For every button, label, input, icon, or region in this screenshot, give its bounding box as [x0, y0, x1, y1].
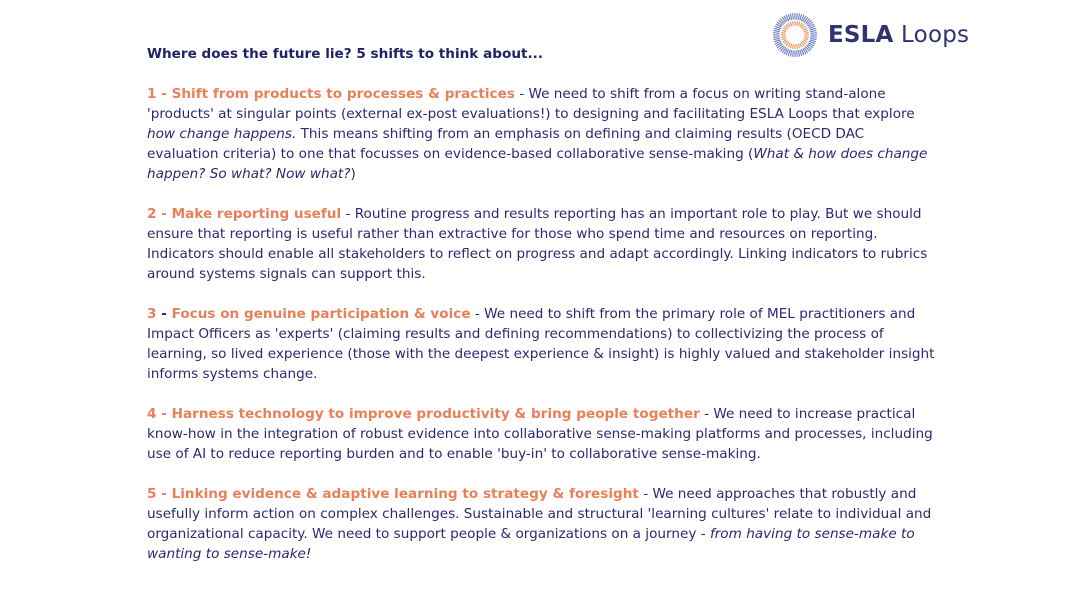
shift-emphasis: how change happens. — [147, 126, 297, 142]
shift-body: - We need approaches that robustly and usefully inform action on complex challenges. Sustainable and structural 'learning cultures' relate to individual and organizational capacity. We need to support people & organizations on a journey - — [147, 486, 932, 542]
logo-brand-light: Loops — [893, 22, 970, 48]
logo-tick — [797, 13, 798, 19]
shift-separator: - — [156, 306, 172, 322]
shift-number: 5 — [147, 486, 157, 502]
shift-number: 2 — [147, 206, 157, 222]
logo-tick — [804, 30, 808, 32]
shift-title: Make reporting useful — [171, 206, 342, 222]
logo-tick — [810, 38, 816, 39]
shift-number: 4 — [147, 406, 157, 422]
shift-separator: - — [156, 86, 172, 102]
logo-tick — [810, 37, 816, 38]
shift-title: Shift from products to processes & practices — [171, 86, 515, 102]
logo-tick — [803, 28, 807, 30]
logo-tick — [793, 21, 794, 25]
logo-tick — [793, 13, 794, 19]
logo-tick — [800, 23, 802, 27]
shift-emphasis: What & how does change happen? So what? Now what? — [147, 146, 928, 182]
logo-tick — [783, 40, 787, 42]
logo-tick — [798, 22, 800, 26]
logo-tick — [782, 38, 786, 40]
logo-tick — [790, 13, 791, 19]
shift-title: Linking evidence & adaptive learning to strategy & foresight — [171, 486, 639, 502]
shift-item-4 — [147, 404, 937, 464]
shift-separator: - — [156, 486, 172, 502]
content — [147, 46, 937, 584]
shift-number: 1 — [147, 86, 157, 102]
logo-tick — [797, 21, 798, 25]
logo-tick — [810, 33, 816, 34]
page-heading: Where does the future lie? 5 shifts to think about... — [147, 46, 543, 62]
shift-body: - We need to increase practical know-how in the integration of robust evidence into collaborative sense-making platforms and processes, including use of AI to reduce reporting burden and to enable 'buy-in' to collaborative sense-making. — [147, 406, 933, 462]
logo-tick — [790, 22, 792, 26]
shift-body: - We need to shift from the primary role of MEL practitioners and Impact Officers as 'experts' (claiming results and defining recommendations) to collectivizing the process of learning, so lived experience (those with the deepest experience & insight) is highly valued and stakeholder insight informs systems change. — [147, 306, 935, 382]
shift-title: Focus on genuine participation & voice — [171, 306, 471, 322]
logo-tick — [782, 30, 786, 32]
logo-brand-bold: ESLA — [828, 22, 894, 48]
shift-body: ) — [350, 166, 356, 182]
shift-body: This means shifting from an emphasis on defining and claiming results (OECD DAC evaluation criteria) to one that focusses on evidence-based collaborative sense-making ( — [147, 126, 865, 162]
shift-body: - We need to shift from a focus on writing stand-alone 'products' at singular points (external ex-post evaluations!) to designing and facilitating ESLA Loops that explore — [147, 86, 915, 122]
shift-item-2 — [147, 204, 937, 284]
logo-tick — [783, 28, 787, 30]
logo-tick — [804, 38, 808, 40]
logo-tick — [773, 30, 779, 31]
logo-tick — [798, 13, 799, 19]
shift-item-5 — [147, 484, 937, 564]
logo-tick — [810, 30, 816, 31]
logo-tick — [804, 33, 808, 34]
shift-emphasis: from having to sense-make to wanting to sense-make! — [147, 526, 915, 562]
logo-wordmark — [828, 22, 969, 48]
shift-item-3 — [147, 304, 937, 384]
logo-tick — [803, 40, 807, 42]
logo-tick — [781, 33, 785, 34]
shift-item-1 — [147, 84, 937, 184]
shift-body: - Routine progress and results reporting has an important role to play. But we should ensure that reporting is useful rather than extractive for those who spend time and resources on reporting. Indicators should enable all stakeholders to reflect on progress and adapt accordingly. Linking indicators to rubrics around systems signals can support this. — [147, 206, 928, 282]
shift-separator: - — [156, 206, 172, 222]
logo-tick — [788, 23, 790, 27]
logo-tick — [773, 38, 779, 39]
shift-number: 3 — [147, 306, 157, 322]
shift-title: Harness technology to improve productivity & bring people together — [171, 406, 700, 422]
logo-tick — [781, 37, 785, 38]
logo-tick — [773, 37, 779, 38]
logo-tick — [773, 33, 779, 34]
logo-tick — [804, 37, 808, 38]
shift-separator: - — [156, 406, 172, 422]
